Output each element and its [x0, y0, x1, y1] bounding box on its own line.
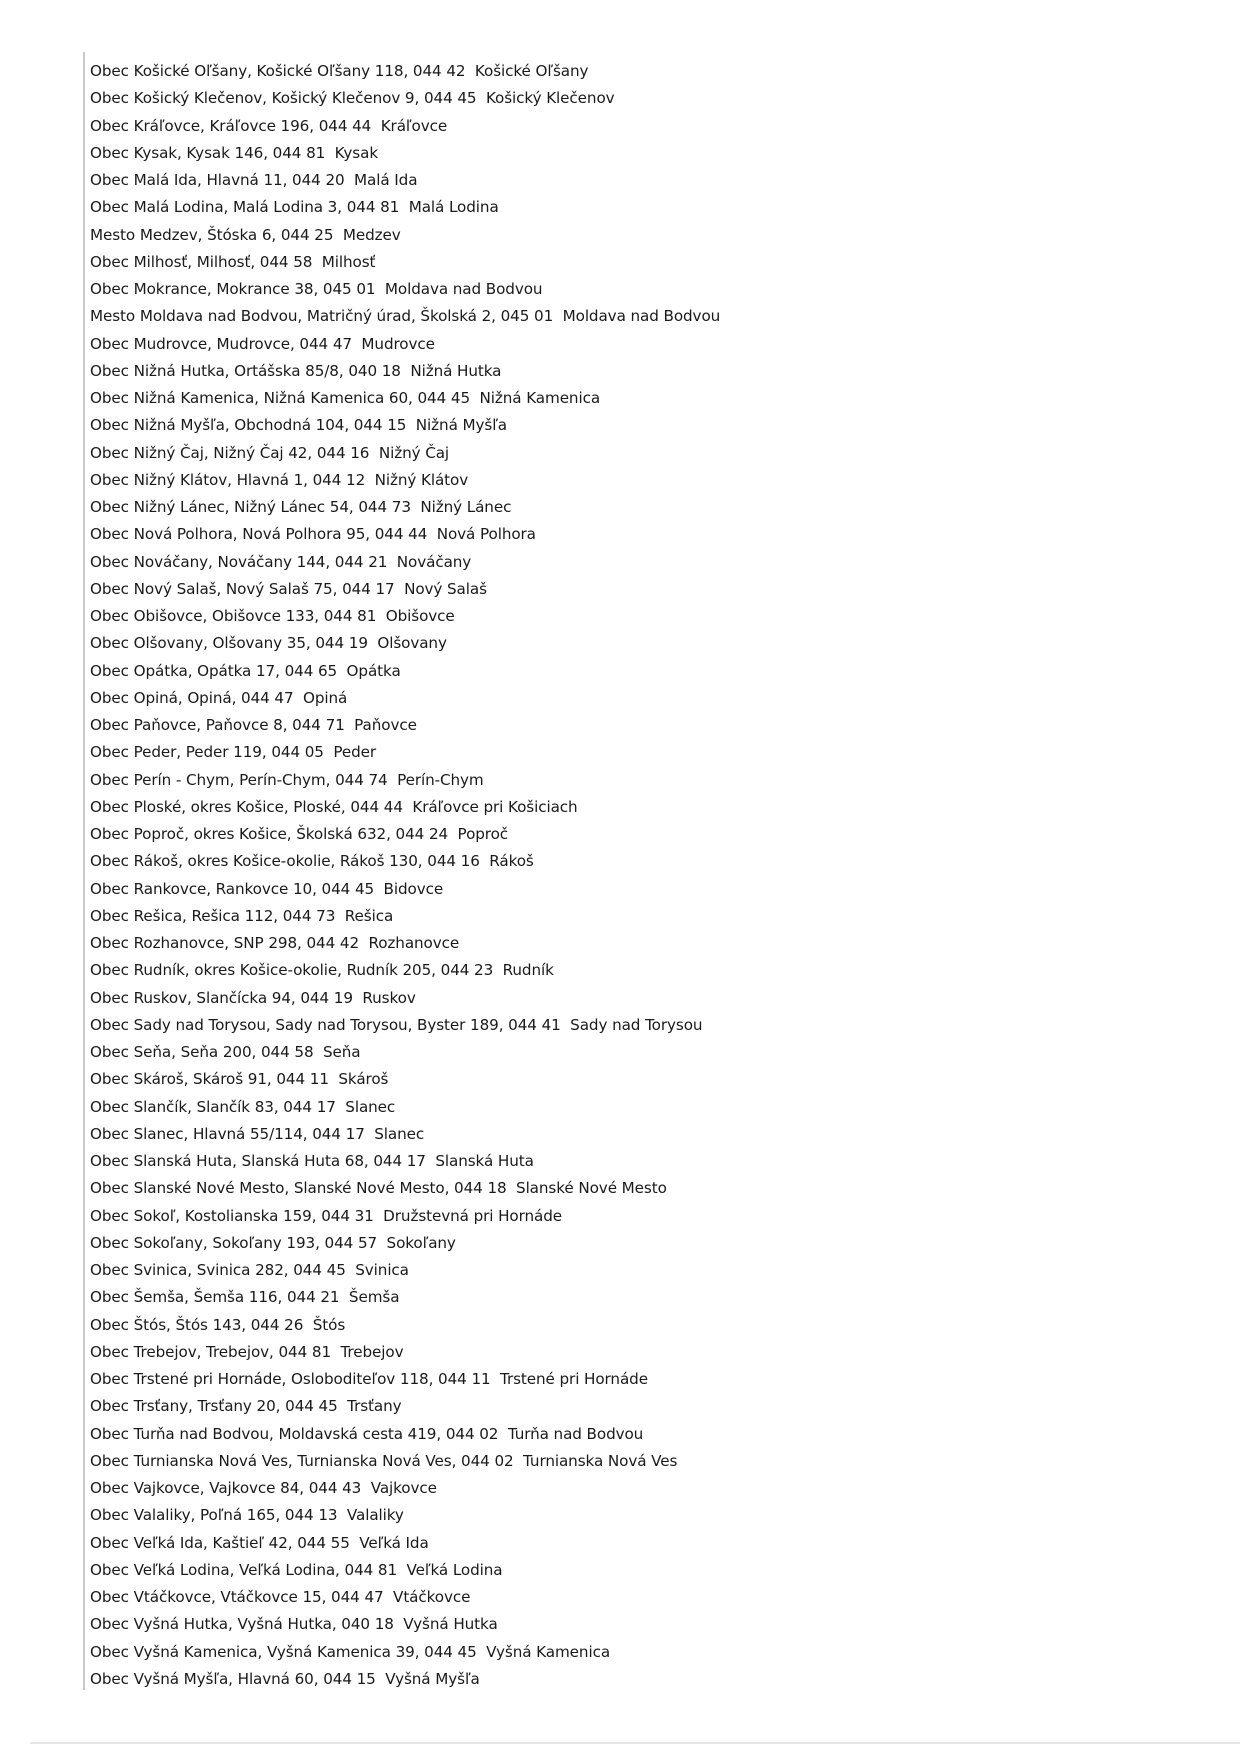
- address-entry: Obec Kysak, Kysak 146, 044 81 Kysak: [90, 143, 379, 162]
- address-entry: Obec Trebejov, Trebejov, 044 81 Trebejov: [90, 1342, 404, 1361]
- address-entry: Obec Ploské, okres Košice, Ploské, 044 44 Kráľovce pri Košiciach: [90, 797, 578, 816]
- address-entry: Obec Nižná Kamenica, Nižná Kamenica 60, 044 45 Nižná Kamenica: [90, 389, 601, 407]
- address-entry: Obec Svinica, Svinica 282, 044 45 Svinica: [90, 1261, 409, 1279]
- address-entry: Obec Nižná Myšľa, Obchodná 104, 044 15 Nižná Myšľa: [90, 416, 508, 435]
- address-list: [90, 58, 720, 1693]
- address-entry: Obec Rankovce, Rankovce 10, 044 45 Bidovce: [90, 879, 444, 898]
- address-entry: Obec Kráľovce, Kráľovce 196, 044 44 Kráľovce: [90, 116, 448, 135]
- address-entry: Obec Veľká Ida, Kaštieľ 42, 044 55 Veľká Ida: [90, 1533, 429, 1552]
- address-entry: Obec Valaliky, Poľná 165, 044 13 Valaliky: [90, 1506, 404, 1525]
- address-entry: Obec Trstené pri Hornáde, Osloboditeľov 118, 044 11 Trstené pri Hornáde: [90, 1370, 648, 1388]
- address-entry: Obec Seňa, Seňa 200, 044 58 Seňa: [90, 1043, 361, 1061]
- address-entry: Obec Košické Oľšany, Košické Oľšany 118, 044 42 Košické Oľšany: [90, 62, 589, 80]
- address-entry: Obec Rešica, Rešica 112, 044 73 Rešica: [90, 906, 394, 925]
- address-entry: Obec Nový Salaš, Nový Salaš 75, 044 17 Nový Salaš: [90, 579, 487, 598]
- address-entry: Obec Milhosť, Milhosť, 044 58 Milhosť: [90, 252, 376, 271]
- address-entry: Mesto Moldava nad Bodvou, Matričný úrad, Školská 2, 045 01 Moldava nad Bodvou: [90, 307, 721, 326]
- page-bottom-rule: [30, 1742, 1240, 1744]
- address-entry: Obec Nová Polhora, Nová Polhora 95, 044 44 Nová Polhora: [90, 525, 536, 544]
- address-entry: Obec Sady nad Torysou, Sady nad Torysou, Byster 189, 044 41 Sady nad Torysou: [90, 1015, 703, 1034]
- address-entry: Obec Šemša, Šemša 116, 044 21 Šemša: [90, 1288, 400, 1307]
- address-entry: Obec Nižný Čaj, Nižný Čaj 42, 044 16 Nižný Čaj: [90, 443, 450, 462]
- address-entry: Obec Opiná, Opiná, 044 47 Opiná: [90, 688, 348, 707]
- address-entry: Obec Vajkovce, Vajkovce 84, 044 43 Vajkovce: [90, 1479, 437, 1497]
- address-entry: Obec Nižný Klátov, Hlavná 1, 044 12 Nižný Klátov: [90, 470, 469, 489]
- address-entry: Obec Nižná Hutka, Ortášska 85/8, 040 18 Nižná Hutka: [90, 361, 502, 380]
- address-entry: Obec Slanské Nové Mesto, Slanské Nové Mesto, 044 18 Slanské Nové Mesto: [90, 1179, 667, 1198]
- address-entry: Obec Vyšná Myšľa, Hlavná 60, 044 15 Vyšná Myšľa: [90, 1669, 480, 1688]
- address-entry: Obec Turňa nad Bodvou, Moldavská cesta 419, 044 02 Turňa nad Bodvou: [90, 1424, 644, 1443]
- address-entry: Obec Malá Ida, Hlavná 11, 044 20 Malá Ida: [90, 171, 418, 189]
- address-entry: Obec Rudník, okres Košice-okolie, Rudník 205, 044 23 Rudník: [90, 961, 554, 980]
- address-entry: Obec Slančík, Slančík 83, 044 17 Slanec: [90, 1097, 396, 1116]
- address-entry: Obec Rákoš, okres Košice-okolie, Rákoš 130, 044 16 Rákoš: [90, 852, 534, 871]
- address-entry: Obec Štós, Štós 143, 044 26 Štós: [90, 1315, 346, 1334]
- address-entry: Obec Opátka, Opátka 17, 044 65 Opátka: [90, 661, 401, 680]
- address-entry: Obec Ruskov, Slančícka 94, 044 19 Ruskov: [90, 988, 416, 1007]
- address-entry: Obec Vyšná Kamenica, Vyšná Kamenica 39, 044 45 Vyšná Kamenica: [90, 1642, 611, 1661]
- address-entry: Obec Obišovce, Obišovce 133, 044 81 Obišovce: [90, 607, 455, 625]
- address-entry: Obec Veľká Lodina, Veľká Lodina, 044 81 Veľká Lodina: [90, 1560, 503, 1579]
- address-entry: Obec Olšovany, Olšovany 35, 044 19 Olšovany: [90, 634, 447, 653]
- address-entry: Obec Nováčany, Nováčany 144, 044 21 Nováčany: [90, 552, 472, 571]
- address-entry: Obec Nižný Lánec, Nižný Lánec 54, 044 73 Nižný Lánec: [90, 498, 512, 516]
- address-entry: Obec Mudrovce, Mudrovce, 044 47 Mudrovce: [90, 334, 435, 353]
- address-entry: Obec Perín - Chym, Perín-Chym, 044 74 Perín-Chym: [90, 770, 484, 789]
- address-entry: Mesto Medzev, Štóska 6, 044 25 Medzev: [90, 225, 401, 244]
- address-entry: Obec Sokoľ, Kostolianska 159, 044 31 Družstevná pri Hornáde: [90, 1206, 563, 1225]
- address-entry: Obec Paňovce, Paňovce 8, 044 71 Paňovce: [90, 716, 417, 734]
- left-margin-rule: [83, 52, 85, 1690]
- address-entry: Obec Skároš, Skároš 91, 044 11 Skároš: [90, 1070, 389, 1089]
- address-entry: Obec Poproč, okres Košice, Školská 632, 044 24 Poproč: [90, 825, 509, 843]
- address-entry: Obec Turnianska Nová Ves, Turnianska Nová Ves, 044 02 Turnianska Nová Ves: [90, 1451, 678, 1470]
- address-entry: Obec Vtáčkovce, Vtáčkovce 15, 044 47 Vtáčkovce: [90, 1588, 471, 1606]
- address-entry: Obec Rozhanovce, SNP 298, 044 42 Rozhanovce: [90, 934, 460, 952]
- address-entry: Obec Vyšná Hutka, Vyšná Hutka, 040 18 Vyšná Hutka: [90, 1615, 498, 1634]
- address-entry: Obec Slanec, Hlavná 55/114, 044 17 Slanec: [90, 1124, 425, 1143]
- address-entry: Obec Peder, Peder 119, 044 05 Peder: [90, 743, 377, 762]
- address-entry: Obec Košický Klečenov, Košický Klečenov 9, 044 45 Košický Klečenov: [90, 89, 615, 108]
- address-entry: Obec Sokoľany, Sokoľany 193, 044 57 Sokoľany: [90, 1233, 456, 1252]
- address-entry: Obec Malá Lodina, Malá Lodina 3, 044 81 Malá Lodina: [90, 198, 499, 217]
- address-entry: Obec Slanská Huta, Slanská Huta 68, 044 17 Slanská Huta: [90, 1152, 534, 1170]
- address-entry: Obec Trsťany, Trsťany 20, 044 45 Trsťany: [90, 1397, 402, 1416]
- address-entry: Obec Mokrance, Mokrance 38, 045 01 Moldava nad Bodvou: [90, 280, 543, 298]
